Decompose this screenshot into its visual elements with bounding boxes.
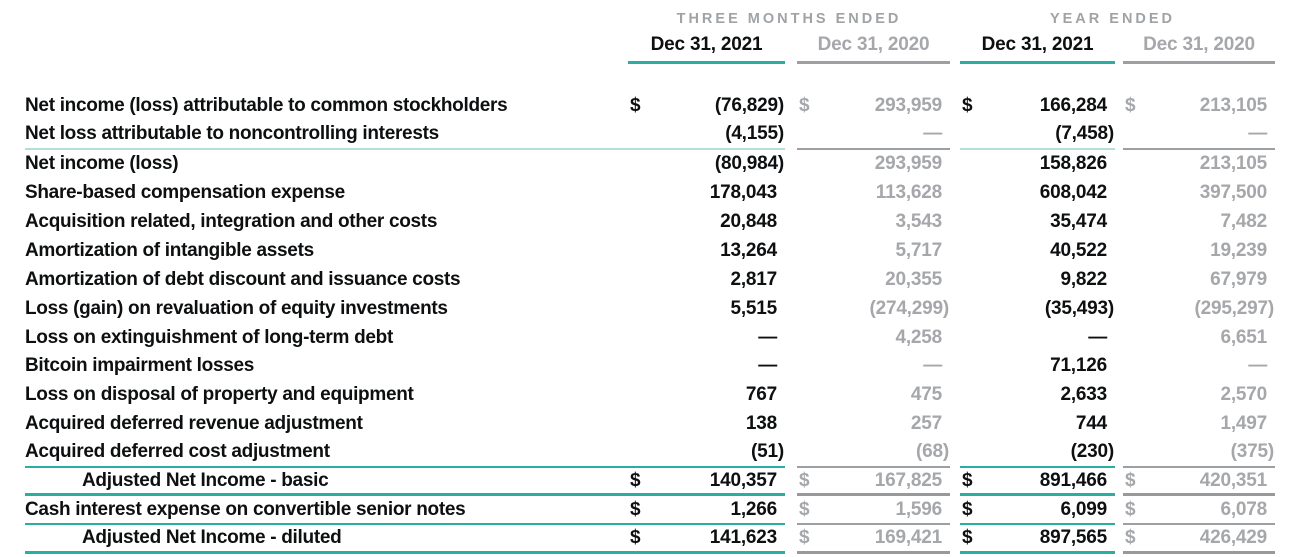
table-row <box>0 323 1292 352</box>
cell-value: — <box>1248 123 1267 145</box>
table-row <box>0 525 1292 554</box>
cell-value: 158,826 <box>1039 153 1107 175</box>
table-row <box>0 352 1292 381</box>
cell-value: 1,497 <box>1220 413 1267 435</box>
row-label: Share-based compensation expense <box>25 182 345 204</box>
value-cell-rule <box>797 352 950 381</box>
currency-symbol: $ <box>962 469 973 491</box>
table-row <box>0 236 1292 265</box>
cell-value: 257 <box>910 413 942 435</box>
cell-value: 1,266 <box>730 498 777 520</box>
value-cell <box>950 468 1115 497</box>
cell-value: 2,633 <box>1060 384 1107 406</box>
cell-value: 2,570 <box>1220 384 1267 406</box>
value-cell-rule <box>1123 121 1275 150</box>
value-cell-rule <box>1123 150 1275 179</box>
cell-value: 67,979 <box>1210 268 1267 290</box>
cell-value: 19,239 <box>1210 239 1267 261</box>
cell-value: 4,258 <box>895 326 942 348</box>
value-cell-rule <box>960 468 1115 497</box>
cell-value: 1,596 <box>895 498 942 520</box>
value-cell <box>950 236 1115 265</box>
value-cell <box>1115 439 1275 468</box>
cell-value: 71,126 <box>1050 355 1107 377</box>
row-label-cell <box>0 179 628 208</box>
cell-value: 608,042 <box>1039 182 1107 204</box>
row-label-rule <box>25 92 628 121</box>
value-cell <box>785 381 950 410</box>
cell-value: — <box>1248 355 1267 377</box>
value-cell-rule <box>797 439 950 468</box>
value-cell-rule <box>1123 236 1275 265</box>
cell-value: (7,458) <box>1055 123 1114 145</box>
row-label-cell <box>0 150 628 179</box>
value-cell-rule <box>1123 468 1275 497</box>
row-label-rule <box>25 323 628 352</box>
currency-symbol: $ <box>630 95 641 117</box>
currency-symbol: $ <box>962 95 973 117</box>
value-cell <box>1115 352 1275 381</box>
value-cell <box>628 265 785 294</box>
row-label-cell <box>0 294 628 323</box>
row-label-cell <box>0 208 628 237</box>
currency-symbol: $ <box>630 527 641 549</box>
cell-value: — <box>758 355 777 377</box>
cell-value: 20,848 <box>720 211 777 232</box>
cell-value: 744 <box>1075 413 1107 435</box>
currency-symbol: $ <box>962 527 973 549</box>
currency-symbol: $ <box>799 95 810 117</box>
value-cell <box>1115 150 1275 179</box>
table-row <box>0 150 1292 179</box>
value-cell-rule <box>797 265 950 294</box>
row-label-rule <box>25 265 628 294</box>
value-cell <box>785 468 950 497</box>
row-label: Acquisition related, integration and other costs <box>25 211 438 232</box>
cell-value: 140,357 <box>709 469 777 491</box>
table-row <box>0 208 1292 237</box>
value-cell <box>1115 92 1275 121</box>
value-cell-rule <box>1123 439 1275 468</box>
currency-symbol: $ <box>799 527 810 549</box>
cell-value: 20,355 <box>885 268 942 290</box>
row-label-cell <box>0 468 628 497</box>
row-label-rule <box>25 381 628 410</box>
column-header-yr-dec-31-2021 <box>950 30 1115 64</box>
row-label-rule <box>25 468 628 497</box>
cell-value: 767 <box>745 384 777 406</box>
value-cell-rule <box>628 208 785 237</box>
value-cell-rule <box>960 352 1115 381</box>
row-label-rule <box>25 410 628 439</box>
value-cell <box>785 236 950 265</box>
row-label-rule <box>25 294 628 323</box>
value-cell-rule <box>1123 525 1275 554</box>
value-cell <box>1115 265 1275 294</box>
value-cell-rule <box>960 496 1115 525</box>
value-cell <box>785 525 950 554</box>
value-cell <box>1115 179 1275 208</box>
value-cell-rule <box>628 121 785 150</box>
value-cell <box>950 208 1115 237</box>
value-cell-rule <box>1123 179 1275 208</box>
column-header-yr-dec-31-2020 <box>1115 30 1275 64</box>
value-cell-rule <box>797 525 950 554</box>
value-cell-rule <box>1123 410 1275 439</box>
value-cell-rule <box>797 150 950 179</box>
cell-value: 3,543 <box>895 211 942 232</box>
cell-value: 113,628 <box>875 182 942 204</box>
row-label: Bitcoin impairment losses <box>25 355 255 377</box>
cell-value: 397,500 <box>1199 182 1267 204</box>
row-label-rule <box>25 525 628 554</box>
column-header-label: Dec 31, 2020 <box>797 30 950 64</box>
cell-value: (35,493) <box>1044 297 1114 319</box>
value-cell-rule <box>628 236 785 265</box>
row-label-rule <box>25 179 628 208</box>
cell-value: (4,155) <box>725 123 784 145</box>
value-cell <box>628 294 785 323</box>
value-cell-rule <box>797 381 950 410</box>
currency-symbol: $ <box>630 498 641 520</box>
value-cell-rule <box>1123 265 1275 294</box>
row-label: Amortization of debt discount and issuance costs <box>25 268 461 290</box>
value-cell-rule <box>1123 381 1275 410</box>
cell-value: 138 <box>745 413 777 435</box>
cell-value: (375) <box>1230 441 1274 463</box>
value-cell <box>628 121 785 150</box>
currency-symbol: $ <box>630 469 641 491</box>
table-row <box>0 496 1292 525</box>
table-body <box>0 92 1292 554</box>
row-label: Net loss attributable to noncontrolling interests <box>25 123 439 145</box>
value-cell-rule <box>797 236 950 265</box>
table-row <box>0 294 1292 323</box>
row-label: Loss on extinguishment of long-term debt <box>25 326 394 348</box>
value-cell <box>785 294 950 323</box>
cell-value: 169,421 <box>874 527 942 549</box>
currency-symbol: $ <box>1125 498 1136 520</box>
cell-value: (51) <box>751 441 784 463</box>
cell-value: 9,822 <box>1060 268 1107 290</box>
value-cell-rule <box>628 265 785 294</box>
value-cell <box>785 496 950 525</box>
value-cell <box>950 496 1115 525</box>
value-cell-rule <box>628 468 785 497</box>
value-cell-rule <box>960 208 1115 237</box>
cell-value: 35,474 <box>1050 211 1107 232</box>
cell-value: 40,522 <box>1050 239 1107 261</box>
cell-value: 897,565 <box>1039 527 1107 549</box>
value-cell <box>628 323 785 352</box>
value-cell <box>1115 410 1275 439</box>
value-cell <box>628 208 785 237</box>
row-label: Acquired deferred revenue adjustment <box>25 413 363 435</box>
value-cell <box>950 294 1115 323</box>
column-header-q-dec-31-2020 <box>785 30 950 64</box>
value-cell <box>1115 121 1275 150</box>
value-cell-rule <box>628 439 785 468</box>
value-cell <box>785 179 950 208</box>
value-cell <box>1115 381 1275 410</box>
value-cell-rule <box>960 92 1115 121</box>
value-cell-rule <box>960 410 1115 439</box>
cell-value: 475 <box>910 384 942 406</box>
value-cell-rule <box>797 323 950 352</box>
value-cell-rule <box>960 179 1115 208</box>
value-cell-rule <box>1123 496 1275 525</box>
column-group-label: THREE MONTHS ENDED <box>676 11 902 27</box>
value-cell <box>628 236 785 265</box>
value-cell <box>785 352 950 381</box>
row-label-rule <box>25 121 628 150</box>
value-cell <box>785 208 950 237</box>
value-cell <box>785 121 950 150</box>
value-cell-rule <box>628 496 785 525</box>
value-cell <box>950 525 1115 554</box>
value-cell-rule <box>1123 294 1275 323</box>
value-cell <box>628 496 785 525</box>
cell-value: 293,959 <box>874 153 942 175</box>
value-cell <box>950 179 1115 208</box>
value-cell <box>785 410 950 439</box>
currency-symbol: $ <box>1125 469 1136 491</box>
value-cell <box>950 439 1115 468</box>
value-cell <box>628 381 785 410</box>
cell-value: 166,284 <box>1039 95 1107 117</box>
cell-value: — <box>1088 326 1107 348</box>
value-cell-rule <box>960 439 1115 468</box>
value-cell-rule <box>960 294 1115 323</box>
row-label: Cash interest expense on convertible senior notes <box>25 498 466 520</box>
value-cell <box>785 92 950 121</box>
value-cell-rule <box>628 352 785 381</box>
value-cell-rule <box>797 92 950 121</box>
cell-value: 426,429 <box>1199 527 1267 549</box>
value-cell-rule <box>960 381 1115 410</box>
cell-value: 178,043 <box>709 182 777 204</box>
column-header-label: Dec 31, 2021 <box>628 30 785 64</box>
value-cell <box>628 92 785 121</box>
value-cell <box>1115 294 1275 323</box>
value-cell <box>785 265 950 294</box>
cell-value: — <box>923 355 942 377</box>
cell-value: — <box>923 123 942 145</box>
cell-value: (274,299) <box>869 297 949 319</box>
row-label-column-spacer <box>0 30 628 64</box>
cell-value: 420,351 <box>1199 469 1267 491</box>
value-cell <box>628 150 785 179</box>
value-cell <box>950 92 1115 121</box>
column-group-label: YEAR ENDED <box>1049 11 1176 27</box>
cell-value: (80,984) <box>714 153 784 175</box>
value-cell-rule <box>960 150 1115 179</box>
value-cell-rule <box>1123 208 1275 237</box>
cell-value: 7,482 <box>1220 211 1267 232</box>
table-row <box>0 265 1292 294</box>
column-group-year-ended <box>950 11 1275 27</box>
column-group-three-months-ended <box>628 11 950 27</box>
currency-symbol: $ <box>799 498 810 520</box>
row-label: Adjusted Net Income - diluted <box>82 527 342 549</box>
cell-value: 5,515 <box>730 297 777 319</box>
row-label-cell <box>0 121 628 150</box>
value-cell <box>950 410 1115 439</box>
row-label-rule <box>25 496 628 525</box>
value-cell <box>1115 525 1275 554</box>
row-label-cell <box>0 496 628 525</box>
value-cell-rule <box>628 150 785 179</box>
currency-symbol: $ <box>1125 527 1136 549</box>
value-cell-rule <box>797 468 950 497</box>
value-cell <box>950 352 1115 381</box>
row-label-cell <box>0 236 628 265</box>
value-cell-rule <box>628 179 785 208</box>
cell-value: (230) <box>1070 441 1114 463</box>
row-label-cell <box>0 323 628 352</box>
value-cell-rule <box>1123 92 1275 121</box>
row-label: Loss on disposal of property and equipment <box>25 384 414 406</box>
value-cell <box>950 323 1115 352</box>
cell-value: 141,623 <box>709 527 777 549</box>
cell-value: 5,717 <box>895 239 942 261</box>
table-row <box>0 439 1292 468</box>
value-cell <box>785 150 950 179</box>
column-header-q-dec-31-2021 <box>628 30 785 64</box>
value-cell <box>950 265 1115 294</box>
row-label-cell <box>0 439 628 468</box>
value-cell <box>628 410 785 439</box>
cell-value: 6,099 <box>1060 498 1107 520</box>
value-cell-rule <box>960 323 1115 352</box>
value-cell-rule <box>1123 323 1275 352</box>
row-label-rule <box>25 236 628 265</box>
row-label: Net income (loss) <box>25 153 179 175</box>
value-cell <box>1115 208 1275 237</box>
table-row <box>0 468 1292 497</box>
row-label: Adjusted Net Income - basic <box>82 469 329 491</box>
row-label-cell <box>0 352 628 381</box>
row-label-rule <box>25 150 628 179</box>
value-cell <box>1115 468 1275 497</box>
currency-symbol: $ <box>799 469 810 491</box>
value-cell-rule <box>628 381 785 410</box>
cell-value: (76,829) <box>714 95 784 117</box>
value-cell <box>785 439 950 468</box>
value-cell <box>628 352 785 381</box>
table-row <box>0 121 1292 150</box>
value-cell <box>950 121 1115 150</box>
column-group-header-row <box>0 8 1292 30</box>
value-cell-rule <box>797 496 950 525</box>
cell-value: 6,651 <box>1220 326 1267 348</box>
value-cell-rule <box>628 92 785 121</box>
value-cell <box>628 525 785 554</box>
row-label: Loss (gain) on revaluation of equity investments <box>25 297 448 319</box>
value-cell <box>950 150 1115 179</box>
table-row <box>0 179 1292 208</box>
value-cell <box>950 381 1115 410</box>
cell-value: 213,105 <box>1199 153 1267 175</box>
currency-symbol: $ <box>1125 95 1136 117</box>
cell-value: 891,466 <box>1039 469 1107 491</box>
table-row <box>0 92 1292 121</box>
value-cell-rule <box>797 208 950 237</box>
value-cell <box>1115 236 1275 265</box>
value-cell-rule <box>628 525 785 554</box>
value-cell <box>1115 323 1275 352</box>
value-cell-rule <box>960 265 1115 294</box>
cell-value: 167,825 <box>874 469 942 491</box>
value-cell-rule <box>797 294 950 323</box>
cell-value: 6,078 <box>1220 498 1267 520</box>
value-cell-rule <box>797 121 950 150</box>
table-row <box>0 381 1292 410</box>
value-cell-rule <box>960 525 1115 554</box>
row-label: Net income (loss) attributable to common stockholders <box>25 95 508 117</box>
row-label-cell <box>0 410 628 439</box>
value-cell-rule <box>1123 352 1275 381</box>
value-cell-rule <box>628 410 785 439</box>
cell-value: 13,264 <box>720 239 777 261</box>
value-cell-rule <box>797 179 950 208</box>
row-label-rule <box>25 352 628 381</box>
cell-value: 293,959 <box>874 95 942 117</box>
value-cell <box>628 439 785 468</box>
cell-value: 2,817 <box>730 268 777 290</box>
value-cell-rule <box>628 323 785 352</box>
row-label-rule <box>25 439 628 468</box>
cell-value: (295,297) <box>1194 297 1274 319</box>
row-label: Amortization of intangible assets <box>25 239 314 261</box>
row-label-cell <box>0 381 628 410</box>
column-header-label: Dec 31, 2021 <box>960 30 1115 64</box>
row-label-rule <box>25 208 628 237</box>
currency-symbol: $ <box>962 498 973 520</box>
value-cell <box>1115 496 1275 525</box>
cell-value: — <box>758 326 777 348</box>
cell-value: (68) <box>916 441 949 463</box>
row-label-cell <box>0 92 628 121</box>
row-label-cell <box>0 525 628 554</box>
value-cell <box>628 179 785 208</box>
value-cell <box>628 468 785 497</box>
row-label: Acquired deferred cost adjustment <box>25 441 330 463</box>
value-cell <box>785 323 950 352</box>
row-label-cell <box>0 265 628 294</box>
value-cell-rule <box>797 410 950 439</box>
value-cell-rule <box>960 121 1115 150</box>
value-cell-rule <box>628 294 785 323</box>
value-cell-rule <box>960 236 1115 265</box>
column-header-row <box>0 30 1292 64</box>
cell-value: 213,105 <box>1199 95 1267 117</box>
table-row <box>0 410 1292 439</box>
column-header-label: Dec 31, 2020 <box>1123 30 1275 64</box>
